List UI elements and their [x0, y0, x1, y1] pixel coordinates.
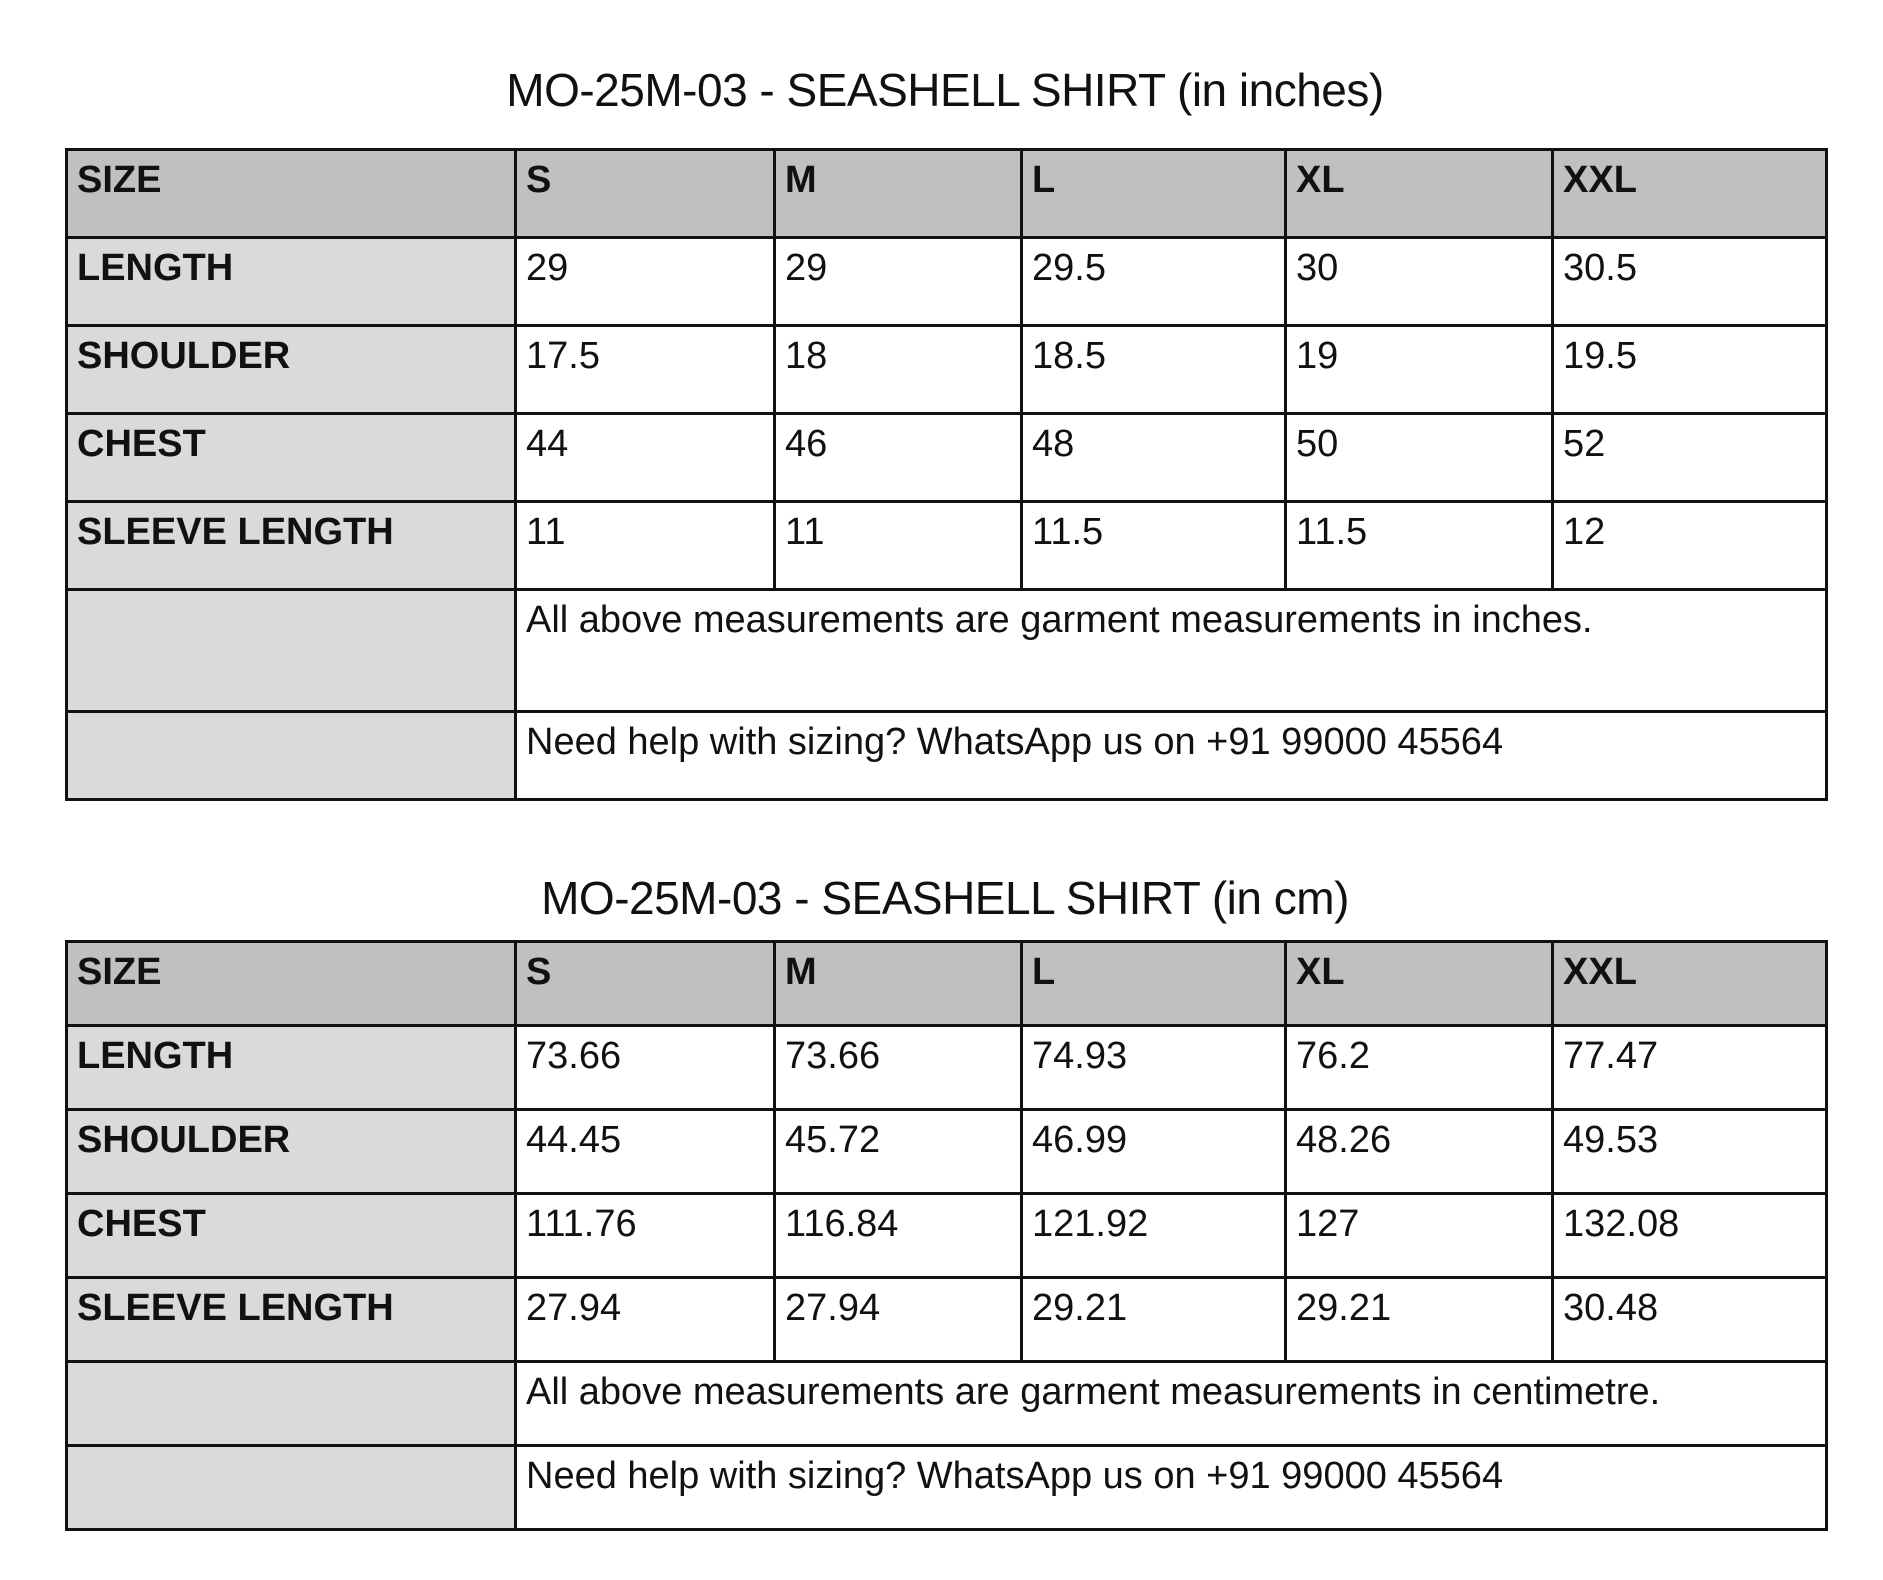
blank-label-cell	[67, 1446, 516, 1530]
sizing-help-note: Need help with sizing? WhatsApp us on +91 99000 45564	[516, 712, 1827, 800]
table-cell: 12	[1553, 502, 1827, 590]
table-cell: 11.5	[1022, 502, 1286, 590]
table-cell: 29.21	[1022, 1278, 1286, 1362]
size-chart-title: MO-25M-03 - SEASHELL SHIRT (in inches)	[506, 64, 1384, 116]
table-cell: 46	[775, 414, 1022, 502]
header-cell-s: S	[516, 150, 775, 238]
table-cell: 29	[775, 238, 1022, 326]
table-cell: 116.84	[775, 1194, 1022, 1278]
note-row	[67, 712, 1827, 800]
size-table	[65, 148, 1828, 801]
header-cell-xxl: XXL	[1553, 942, 1827, 1026]
table-cell: 73.66	[516, 1026, 775, 1110]
table-row	[67, 326, 1827, 414]
blank-label-cell	[67, 590, 516, 712]
measurement-note: All above measurements are garment measurements in centimetre.	[516, 1362, 1827, 1446]
table-cell: 30	[1286, 238, 1553, 326]
table-cell: 27.94	[775, 1278, 1022, 1362]
table-cell: 18	[775, 326, 1022, 414]
table-cell: 76.2	[1286, 1026, 1553, 1110]
table-cell: 111.76	[516, 1194, 775, 1278]
sizing-help-note: Need help with sizing? WhatsApp us on +91 99000 45564	[516, 1446, 1827, 1530]
table-cell: 44.45	[516, 1110, 775, 1194]
header-cell-xl: XL	[1286, 942, 1553, 1026]
table-cell: 11	[775, 502, 1022, 590]
table-cell: 19.5	[1553, 326, 1827, 414]
table-cell: 17.5	[516, 326, 775, 414]
header-cell-size: SIZE	[67, 942, 516, 1026]
table-cell: 127	[1286, 1194, 1553, 1278]
table-cell: 11	[516, 502, 775, 590]
row-label-length: LENGTH	[67, 1026, 516, 1110]
table-cell: 30.5	[1553, 238, 1827, 326]
table-header-row	[67, 942, 1827, 1026]
row-label-sleeve-length: SLEEVE LENGTH	[67, 502, 516, 590]
measurement-note: All above measurements are garment measurements in inches.	[516, 590, 1827, 712]
header-cell-l: L	[1022, 942, 1286, 1026]
table-cell: 73.66	[775, 1026, 1022, 1110]
table-row	[67, 1026, 1827, 1110]
table-cell: 45.72	[775, 1110, 1022, 1194]
header-cell-s: S	[516, 942, 775, 1026]
table-cell: 29	[516, 238, 775, 326]
table-cell: 29.5	[1022, 238, 1286, 326]
blank-label-cell	[67, 1362, 516, 1446]
row-label-length: LENGTH	[67, 238, 516, 326]
table-cell: 18.5	[1022, 326, 1286, 414]
table-cell: 19	[1286, 326, 1553, 414]
header-cell-size: SIZE	[67, 150, 516, 238]
table-cell: 44	[516, 414, 775, 502]
note-row	[67, 1362, 1827, 1446]
table-cell: 52	[1553, 414, 1827, 502]
table-cell: 29.21	[1286, 1278, 1553, 1362]
table-row	[67, 1194, 1827, 1278]
header-cell-xxl: XXL	[1553, 150, 1827, 238]
table-cell: 49.53	[1553, 1110, 1827, 1194]
table-cell: 121.92	[1022, 1194, 1286, 1278]
header-cell-l: L	[1022, 150, 1286, 238]
table-cell: 132.08	[1553, 1194, 1827, 1278]
table-row	[67, 1110, 1827, 1194]
table-row	[67, 238, 1827, 326]
table-row	[67, 414, 1827, 502]
size-chart-inches	[65, 62, 1825, 801]
header-cell-m: M	[775, 150, 1022, 238]
table-cell: 48	[1022, 414, 1286, 502]
row-label-chest: CHEST	[67, 1194, 516, 1278]
size-chart-title: MO-25M-03 - SEASHELL SHIRT (in cm)	[541, 872, 1349, 924]
table-cell: 77.47	[1553, 1026, 1827, 1110]
size-table	[65, 940, 1828, 1531]
table-row	[67, 1278, 1827, 1362]
header-cell-m: M	[775, 942, 1022, 1026]
row-label-shoulder: SHOULDER	[67, 326, 516, 414]
table-cell: 30.48	[1553, 1278, 1827, 1362]
blank-label-cell	[67, 712, 516, 800]
table-cell: 48.26	[1286, 1110, 1553, 1194]
table-header-row	[67, 150, 1827, 238]
table-cell: 27.94	[516, 1278, 775, 1362]
header-cell-xl: XL	[1286, 150, 1553, 238]
table-row	[67, 502, 1827, 590]
row-label-sleeve-length: SLEEVE LENGTH	[67, 1278, 516, 1362]
table-cell: 46.99	[1022, 1110, 1286, 1194]
row-label-shoulder: SHOULDER	[67, 1110, 516, 1194]
note-row	[67, 1446, 1827, 1530]
table-cell: 50	[1286, 414, 1553, 502]
note-row	[67, 590, 1827, 712]
table-cell: 74.93	[1022, 1026, 1286, 1110]
size-chart-cm	[65, 870, 1825, 1531]
row-label-chest: CHEST	[67, 414, 516, 502]
table-cell: 11.5	[1286, 502, 1553, 590]
